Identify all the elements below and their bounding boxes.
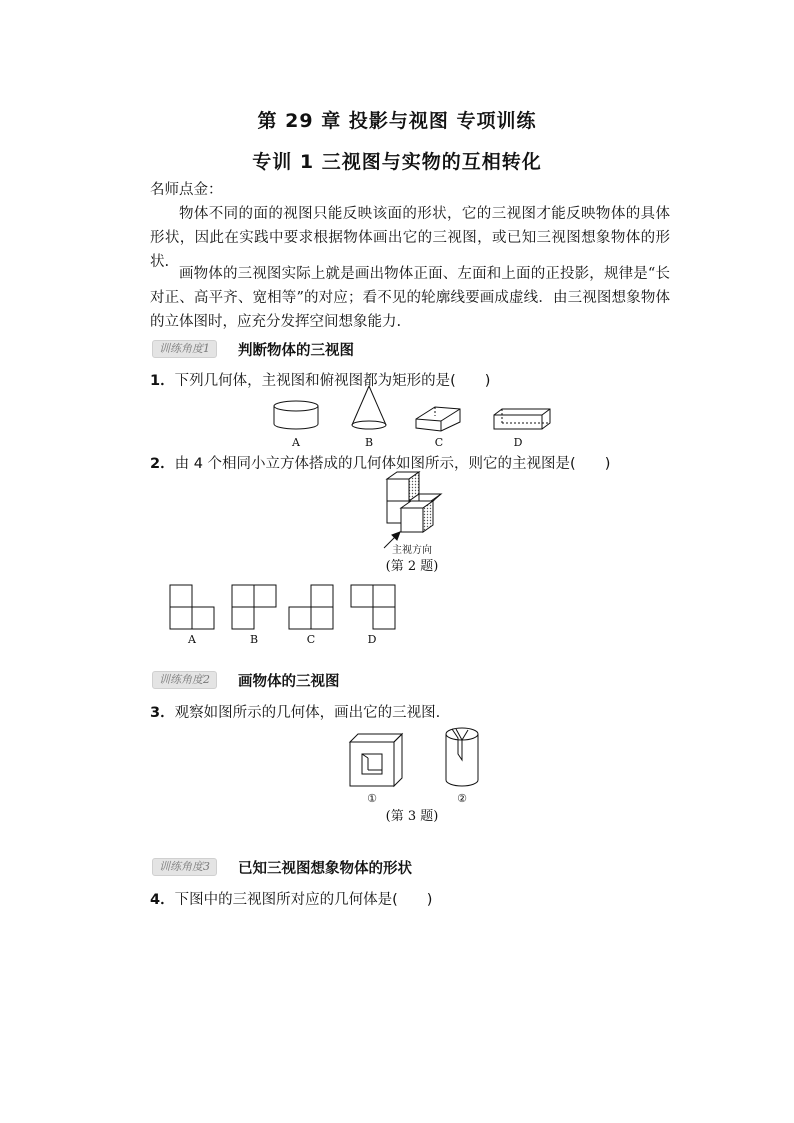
sub-title: 专训 1 三视图与实物的互相转化 [252, 151, 542, 173]
question-text: 下列几何体，主视图和俯视图都为矩形的是( ) [174, 373, 491, 389]
q3-label-1: ① [367, 792, 377, 805]
q2-caption: (第 2 题) [385, 559, 439, 574]
question-4 [150, 888, 432, 909]
slotted-cylinder-figure [446, 728, 478, 786]
q1-option-c: C [434, 436, 444, 449]
question-text: 由 4 个相同小立方体搭成的几何体如图所示，则它的主视图是( ) [174, 456, 611, 472]
q2-option-b: B [249, 633, 259, 646]
q2-option-d: D [367, 633, 377, 646]
tip-paragraph-1: 物体不同的面的视图只能反映该面的形状，它的三视图才能反映物体的具体形状，因此在实践中要求根据物体画出它的三视图，或已知三视图想象物体的形状. [150, 206, 670, 270]
section-badge-3: 训练角度3 [152, 858, 217, 876]
question-number: 4． [150, 892, 175, 908]
question-text: 下图中的三视图所对应的几何体是( ) [174, 892, 433, 908]
section-title-2: 画物体的三视图 [238, 674, 340, 690]
q1-option-a: A [292, 436, 300, 449]
q1-option-b: B [364, 436, 374, 449]
tip-paragraph-2: 画物体的三视图实际上就是画出物体正面、左面和上面的正投影，规律是“长对正、高平齐、宽相等”的对应；看不见的轮廓线要画成虚线．由三视图想象物体的立体图时，应充分发挥空间想象能力. [150, 266, 670, 330]
q2-option-a: A [188, 633, 196, 646]
question-number: 2． [150, 456, 175, 472]
chapter-title: 第 29 章 投影与视图 专项训练 [257, 110, 537, 132]
q3-label-2: ② [457, 792, 467, 805]
section-title-3: 已知三视图想象物体的形状 [238, 861, 412, 877]
q2-option-c: C [306, 633, 316, 646]
view-direction-label: 主视方向 [392, 545, 432, 556]
section-badge-1: 训练角度1 [152, 340, 217, 358]
section-badge-2: 训练角度2 [152, 671, 217, 689]
q1-option-d: D [513, 436, 523, 449]
tip-heading: 名师点金： [150, 182, 223, 198]
question-text: 观察如图所示的几何体，画出它的三视图. [174, 705, 441, 721]
question-number: 1． [150, 373, 175, 389]
q3-caption: (第 3 题) [385, 809, 439, 824]
hollow-cube-figure [350, 734, 402, 786]
question-number: 3． [150, 705, 175, 721]
section-title-1: 判断物体的三视图 [238, 343, 354, 359]
